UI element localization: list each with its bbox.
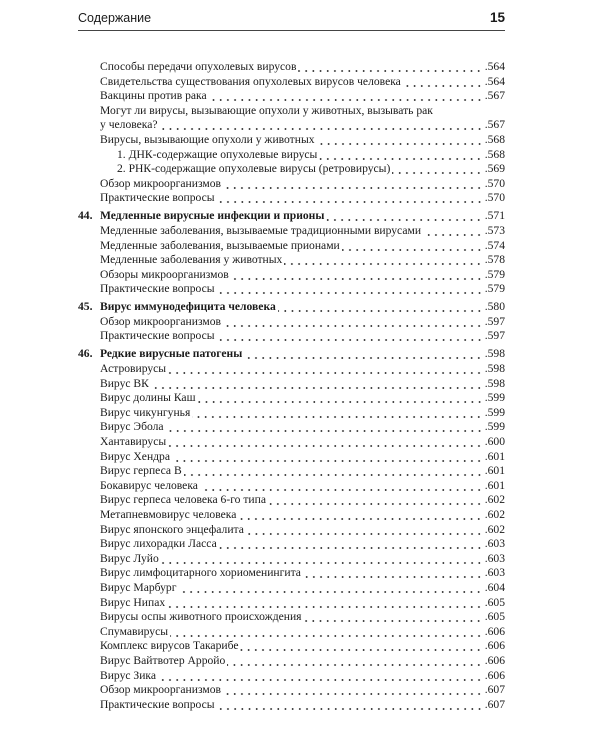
entry-page: . 570: [485, 191, 505, 206]
entry-title: Практические вопросы: [100, 191, 215, 205]
running-header: [78, 10, 505, 31]
dot-leader: [278, 300, 483, 315]
toc-entry[interactable]: [78, 596, 505, 611]
entry-page: . 606: [485, 625, 505, 640]
entry-page: . 599: [485, 391, 505, 406]
entry-title: Вирус Зика: [100, 668, 157, 682]
entry-page: . 567: [485, 118, 505, 133]
toc-chapter[interactable]: [78, 300, 505, 315]
entry-page: . 607: [485, 683, 505, 698]
chapter-title: Медленные вирусные инфекции и прионы: [100, 209, 325, 223]
entry-page: . 570: [485, 177, 505, 192]
entry-title: Вирус ВК: [100, 376, 149, 390]
toc-entry[interactable]: [78, 315, 505, 330]
dot-leader: [223, 683, 483, 698]
dot-leader: [151, 377, 483, 392]
entry-title: Свидетельства существования опухолевых вирусов человека: [100, 74, 401, 88]
dot-leader: [192, 406, 482, 421]
entry-page: . 579: [485, 268, 505, 283]
entry-title: Вирус долины Каш: [100, 391, 196, 405]
dot-leader: [319, 148, 482, 163]
entry-page: . 601: [485, 479, 505, 494]
entry-page: . 599: [485, 406, 505, 421]
entry-page: . 564: [485, 75, 505, 90]
toc-entry[interactable]: [78, 75, 505, 90]
toc-chapter[interactable]: [78, 209, 505, 224]
entry-page: . 602: [485, 508, 505, 523]
toc-entry[interactable]: [78, 268, 505, 283]
entry-title: Метапневмовирус человека: [100, 507, 237, 521]
dot-leader: [326, 209, 482, 224]
entry-title: Вирус Эбола: [100, 420, 164, 434]
entry-page: . 574: [485, 239, 505, 254]
dot-leader: [303, 566, 483, 581]
entry-title: Медленные заболевания у животных: [100, 253, 283, 267]
entry-title: Бокавирус человека: [100, 478, 198, 492]
entry-page: . 606: [485, 654, 505, 669]
toc-entry[interactable]: [78, 552, 505, 567]
entry-title: Вирус Марбург: [100, 580, 177, 594]
entry-title: Вирус герпеса В: [100, 464, 182, 478]
toc-entry[interactable]: [78, 654, 505, 669]
chapter-number: 44.: [78, 209, 93, 223]
toc-entry[interactable]: [78, 479, 505, 494]
dot-leader: [198, 391, 483, 406]
entry-page: . 598: [485, 377, 505, 392]
dot-leader: [161, 552, 483, 567]
entry-page: . 605: [485, 610, 505, 625]
dot-leader: [217, 698, 483, 713]
entry-title: Вирус лимфоцитарного хориоменингита: [100, 566, 301, 580]
dot-leader: [342, 239, 483, 254]
entry-title: Вирус герпеса человека 6-го типа: [100, 493, 266, 507]
toc-entry[interactable]: [78, 523, 505, 538]
table-of-contents: [78, 60, 505, 712]
dot-leader: [184, 464, 483, 479]
chapter-title: Вирус иммунодефицита человека: [100, 300, 276, 314]
entry-title: Вирус чикунгунья: [100, 405, 191, 419]
entry-title: Хантавирусы: [100, 435, 167, 449]
entry-page: . 578: [485, 253, 505, 268]
dot-leader: [170, 625, 483, 640]
entry-title: Медленные заболевания, вызываемые прионами: [100, 238, 340, 252]
toc-entry[interactable]: [78, 377, 505, 392]
entry-page: . 606: [485, 669, 505, 684]
dot-leader: [317, 133, 483, 148]
dot-leader: [246, 523, 483, 538]
entry-title: Обзор микроорганизмов: [100, 176, 221, 190]
entry-title: Практические вопросы: [100, 697, 215, 711]
entry-title: Медленные заболевания, вызываемые традиционными вирусами: [100, 223, 422, 237]
entry-page: . 568: [485, 133, 505, 148]
entry-page: . 599: [485, 420, 505, 435]
toc-entry[interactable]: [78, 566, 505, 581]
entry-title: 2. РНК-содержащие опухолевые вирусы (ретровирусы): [117, 162, 391, 176]
dot-leader: [209, 89, 483, 104]
entry-title: Вирус лихорадки Ласса: [100, 537, 217, 551]
entry-title: Способы передачи опухолевых вирусов: [100, 60, 297, 73]
toc-entry[interactable]: [78, 391, 505, 406]
entry-title: 1. ДНК-содержащие опухолевые вирусы: [117, 147, 318, 161]
entry-title: Вирус Вайтвотер Арройо: [100, 653, 226, 667]
dot-leader: [219, 537, 483, 552]
entry-title: Практические вопросы: [100, 329, 215, 343]
toc-entry[interactable]: [78, 162, 505, 177]
dot-leader: [158, 669, 483, 684]
dot-leader: [217, 329, 483, 344]
dot-leader: [298, 60, 482, 75]
toc-chapter[interactable]: [78, 347, 505, 362]
toc-entry[interactable]: [78, 60, 505, 75]
entry-page: . 564: [485, 60, 505, 75]
dot-leader: [217, 282, 483, 297]
toc-entry[interactable]: [78, 224, 505, 239]
toc-entry[interactable]: [78, 683, 505, 698]
dot-leader: [303, 610, 482, 625]
entry-page: . 571: [485, 209, 505, 224]
entry-title: Комплекс вирусов Такарибе: [100, 639, 239, 653]
toc-entry[interactable]: [78, 698, 505, 713]
toc-entry[interactable]: [78, 104, 505, 133]
entry-page: . 602: [485, 493, 505, 508]
running-header-title: Содержание: [78, 11, 152, 25]
entry-page: . 603: [485, 552, 505, 567]
toc-entry[interactable]: [78, 508, 505, 523]
toc-entry[interactable]: [78, 177, 505, 192]
entry-page: . 598: [485, 347, 505, 362]
dot-leader: [268, 493, 483, 508]
dot-leader: [223, 315, 483, 330]
entry-title: Обзор микроорганизмов: [100, 314, 221, 328]
entry-title: Вакцины против рака: [100, 89, 207, 103]
entry-page: . 601: [485, 464, 505, 479]
toc-entry[interactable]: [78, 537, 505, 552]
dot-leader: [423, 224, 483, 239]
entry-title: Вирус Хендра: [100, 449, 170, 463]
entry-page: . 601: [485, 450, 505, 465]
entry-title: Обзор микроорганизмов: [100, 683, 221, 697]
toc-entry[interactable]: [78, 282, 505, 297]
dot-leader: [168, 435, 483, 450]
entry-title-line-2: [78, 118, 505, 133]
toc-entry[interactable]: [78, 239, 505, 254]
entry-page: . 604: [485, 581, 505, 596]
toc-entry[interactable]: [78, 450, 505, 465]
toc-entry[interactable]: [78, 581, 505, 596]
entry-title: Вирусы, вызывающие опухоли у животных: [100, 132, 315, 146]
dot-leader: [178, 581, 482, 596]
entry-page: . 607: [485, 698, 505, 713]
dot-leader: [160, 118, 483, 133]
toc-entry[interactable]: [78, 625, 505, 640]
entry-title: Вирус Нипах: [100, 595, 166, 609]
chapter-number: 45.: [78, 300, 93, 314]
toc-entry[interactable]: [78, 493, 505, 508]
entry-page: . 597: [485, 315, 505, 330]
entry-title: Спумавирусы: [100, 624, 169, 638]
toc-entry[interactable]: [78, 406, 505, 421]
entry-title-line-1: Могут ли вирусы, вызывающие опухоли у животных, вызывать рак: [100, 103, 433, 117]
toc-entry[interactable]: [78, 362, 505, 377]
dot-leader: [223, 177, 483, 192]
entry-page: . 605: [485, 596, 505, 611]
toc-entry[interactable]: [78, 148, 505, 163]
toc-entry[interactable]: [78, 464, 505, 479]
toc-entry[interactable]: [78, 133, 505, 148]
dot-leader: [227, 654, 482, 669]
dot-leader: [168, 362, 483, 377]
entry-page: . 580: [485, 300, 505, 315]
dot-leader: [172, 450, 483, 465]
entry-title: Вирус Луйо: [100, 551, 159, 565]
toc-entry[interactable]: [78, 669, 505, 684]
entry-page: . 569: [485, 162, 505, 177]
entry-page: . 606: [485, 639, 505, 654]
entry-page: . 579: [485, 282, 505, 297]
entry-page: . 568: [485, 148, 505, 163]
dot-leader: [284, 253, 482, 268]
entry-title: Астровирусы: [100, 362, 167, 376]
toc-entry[interactable]: [78, 253, 505, 268]
chapter-number: 46.: [78, 347, 93, 361]
chapter-title: Редкие вирусные патогены: [100, 347, 243, 361]
page-number: 15: [489, 10, 505, 25]
entry-page: . 598: [485, 362, 505, 377]
toc-entry[interactable]: [78, 329, 505, 344]
entry-page: . 597: [485, 329, 505, 344]
toc-entry[interactable]: [78, 191, 505, 206]
dot-leader: [238, 508, 482, 523]
dot-leader: [200, 479, 483, 494]
toc-entry[interactable]: [78, 435, 505, 450]
entry-page: . 602: [485, 523, 505, 538]
dot-leader: [240, 639, 482, 654]
dot-leader: [403, 75, 483, 90]
dot-leader: [231, 268, 483, 283]
toc-entry[interactable]: [78, 639, 505, 654]
entry-page: . 603: [485, 566, 505, 581]
entry-page: . 603: [485, 537, 505, 552]
toc-entry[interactable]: [78, 89, 505, 104]
dot-leader: [244, 347, 482, 362]
entry-page: . 600: [485, 435, 505, 450]
toc-entry[interactable]: [78, 610, 505, 625]
toc-entry[interactable]: [78, 420, 505, 435]
entry-title: Вирусы оспы животного происхождения: [100, 610, 302, 624]
entry-title: Вирус японского энцефалита: [100, 522, 244, 536]
dot-leader: [166, 420, 483, 435]
entry-page: . 573: [485, 224, 505, 239]
entry-title: у человека?: [100, 118, 158, 132]
entry-title: Обзоры микроорганизмов: [100, 267, 229, 281]
dot-leader: [167, 596, 483, 611]
dot-leader: [217, 191, 483, 206]
dot-leader: [392, 162, 482, 177]
entry-title: Практические вопросы: [100, 282, 215, 296]
entry-page: . 567: [485, 89, 505, 104]
